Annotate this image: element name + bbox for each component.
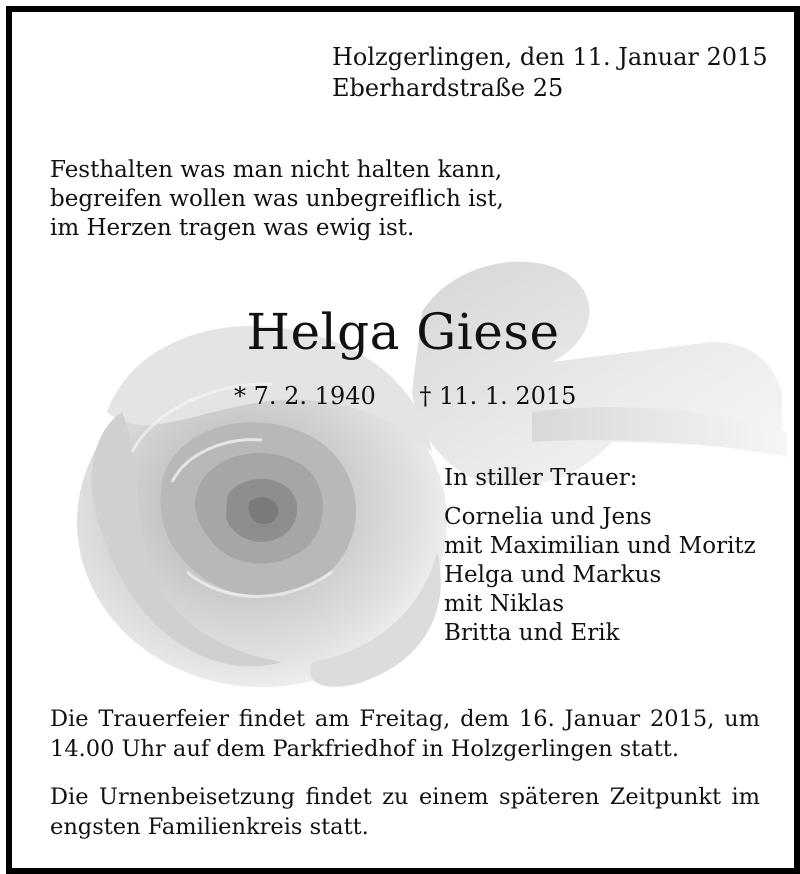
mourner-line: Britta und Erik <box>444 620 620 646</box>
mourners <box>444 464 756 648</box>
verse <box>50 156 504 243</box>
life-dates <box>234 382 576 410</box>
mourner-line: Cornelia und Jens <box>444 504 652 530</box>
mourner-line: mit Maximilian und Moritz <box>444 533 756 559</box>
address: Eberhardstraße 25 <box>332 74 564 102</box>
place-date: Holzgerlingen, den 11. Januar 2015 <box>332 43 768 71</box>
mourner-line: mit Niklas <box>444 591 565 617</box>
header <box>332 42 768 104</box>
birth-date: * 7. 2. 1940 <box>234 382 376 410</box>
verse-line: begreifen wollen was unbegreiflich ist, <box>50 186 504 212</box>
verse-line: Festhalten was man nicht halten kann, <box>50 157 503 183</box>
deceased-name: Helga Giese <box>246 303 560 361</box>
death-date: † 11. 1. 2015 <box>419 382 577 410</box>
obituary-notice <box>6 6 800 874</box>
funeral-notice: Die Trauerfeier findet am Freitag, dem 16. Januar 2015, um 14.00 Uhr auf dem Parkfriedhof in Holzgerlingen statt. <box>50 706 760 762</box>
mourners-lead: In stiller Trauer: <box>444 465 638 491</box>
urn-notice: Die Urnenbeisetzung findet zu einem späteren Zeitpunkt im engsten Familienkreis statt. <box>50 784 760 840</box>
verse-line: im Herzen tragen was ewig ist. <box>50 215 415 241</box>
mourner-line: Helga und Markus <box>444 562 662 588</box>
